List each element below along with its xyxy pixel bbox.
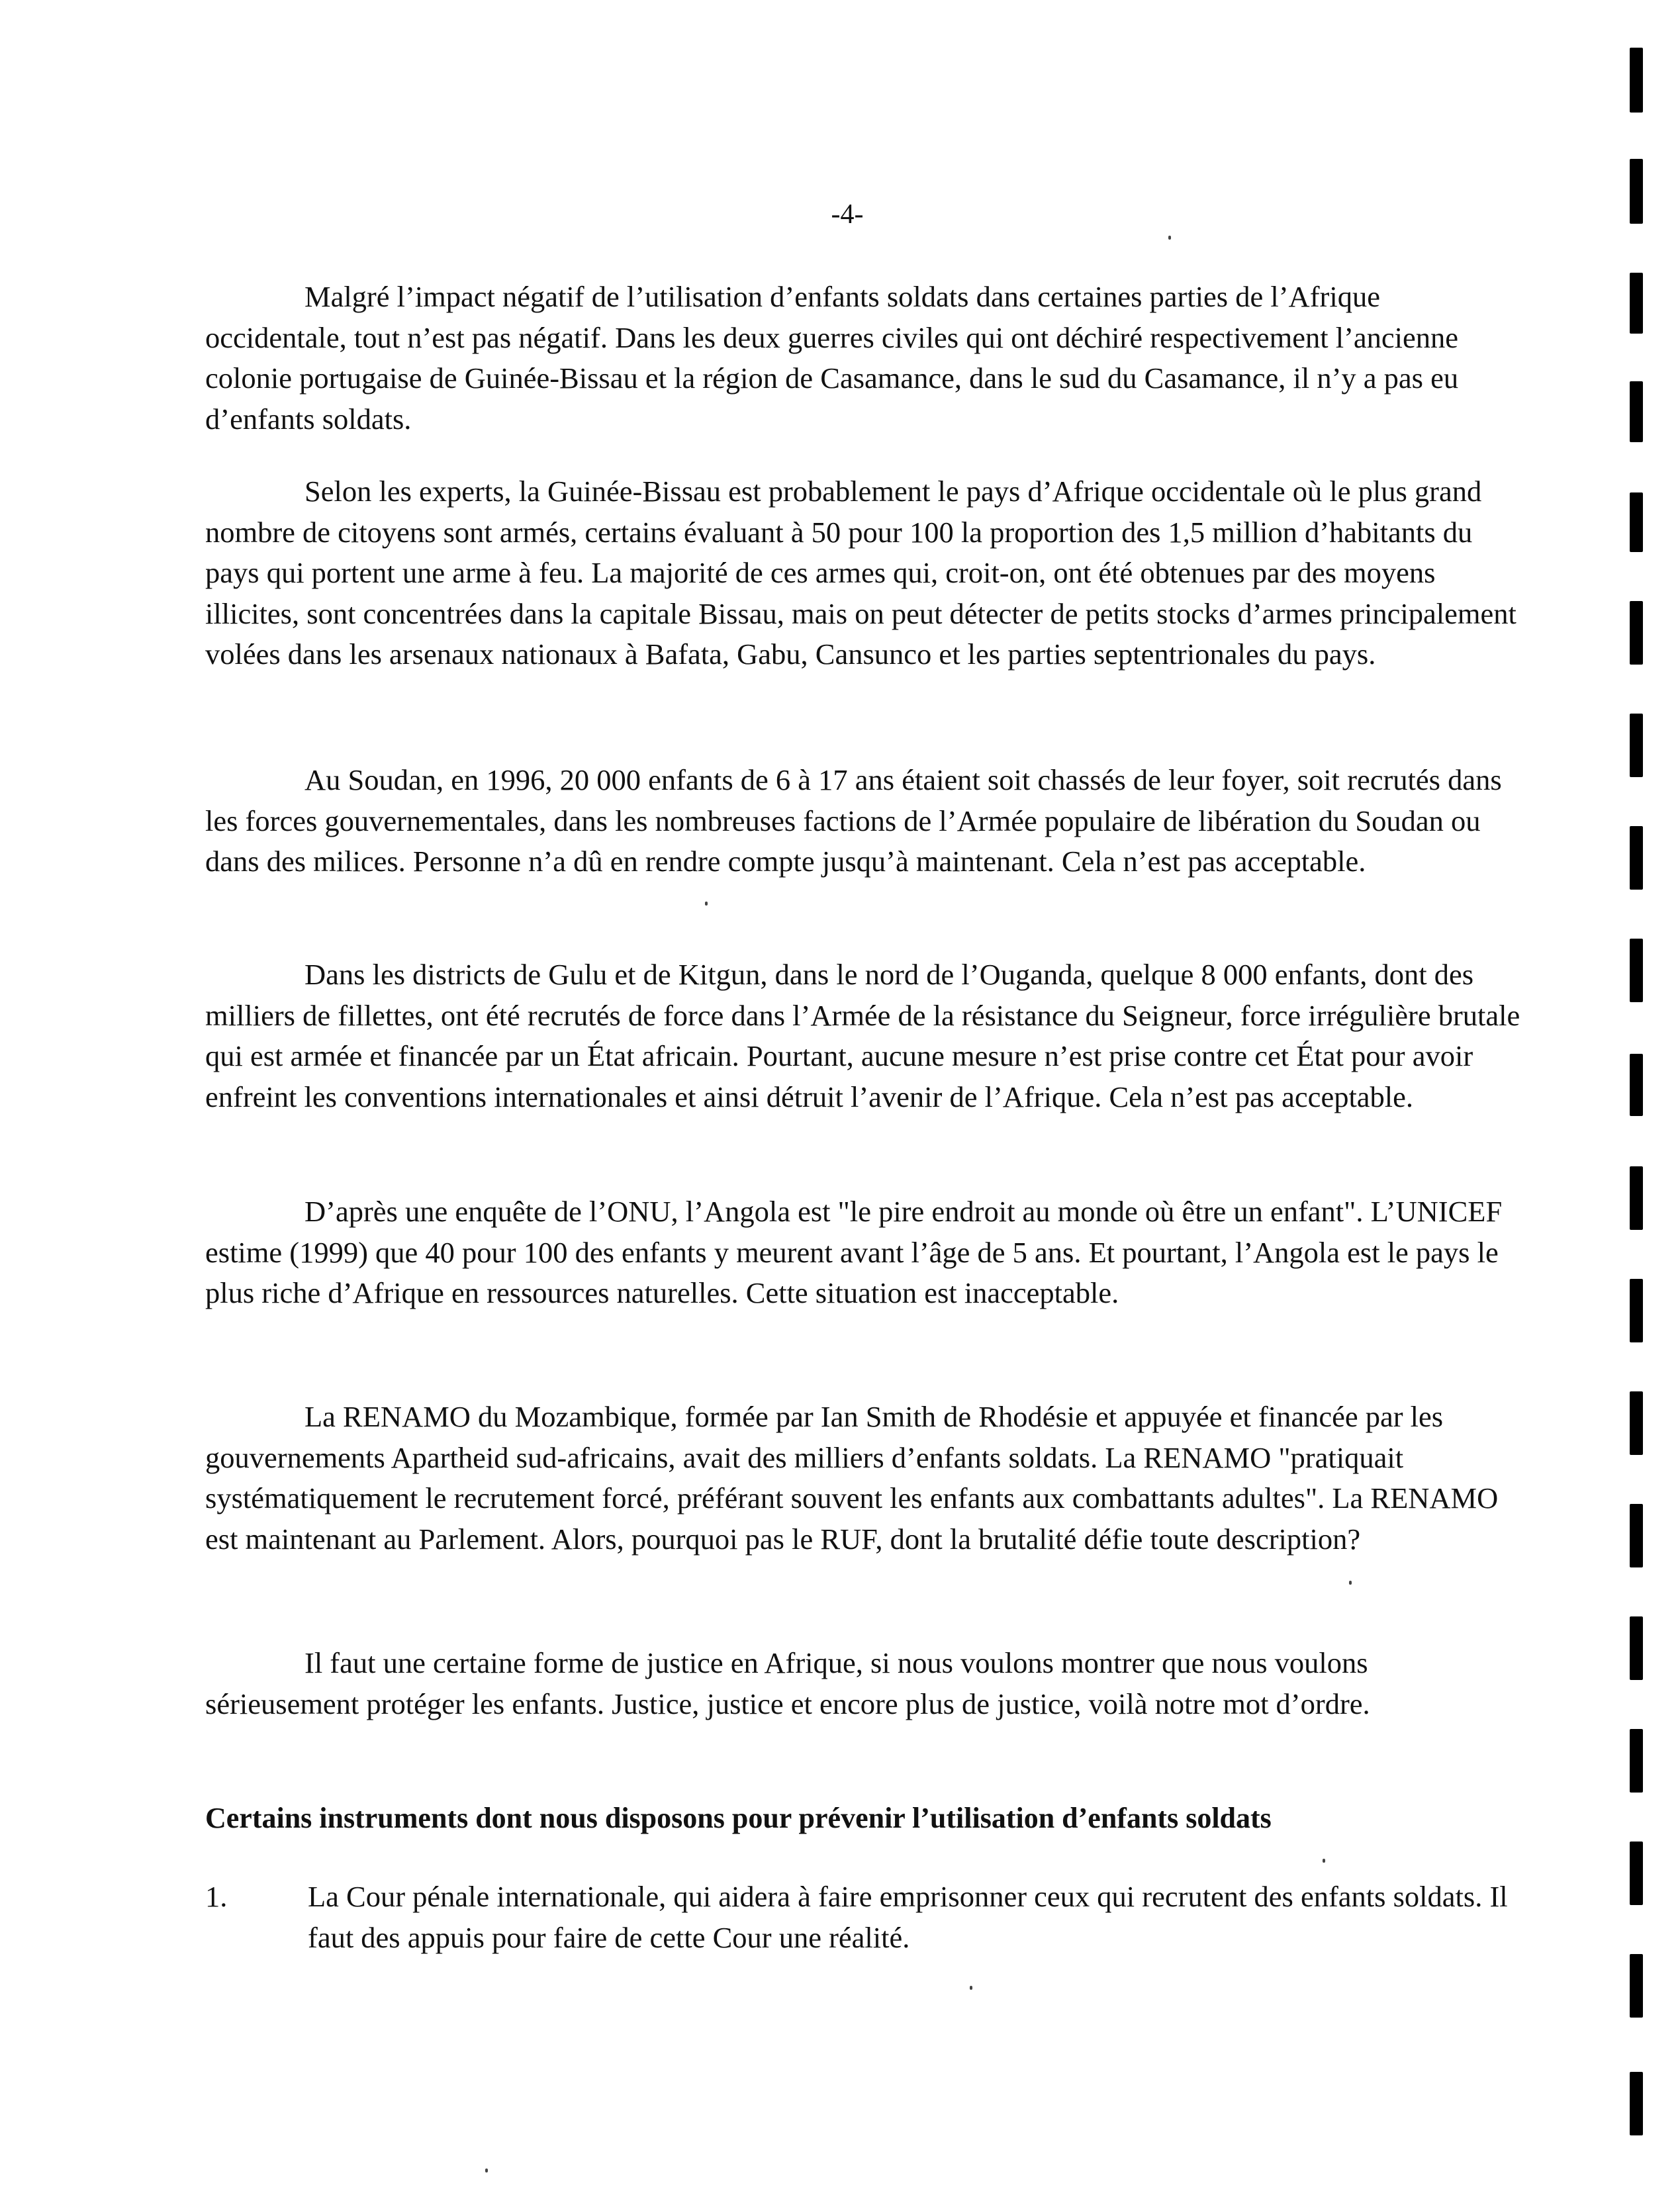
paragraph-2: Selon les experts, la Guinée-Bissau est probablement le pays d’Afrique occidentale où le plus grand nombre de citoyens sont armés, certains évaluant à 50 pour 100 la proportion des 1,5 million d’habitants du pays qui portent une arme à feu. La majorité de ces armes qui, croit-on, ont été obtenues par des moyens illicites, sont concentrées dans la capitale Bissau, mais on peut détecter de petits stocks d’armes principalement volées dans les arsenaux nationaux à Bafata, Gabu, Cansunco et les parties septentrionales du pays. <box>205 475 1517 671</box>
paragraph-5: D’après une enquête de l’ONU, l’Angola est "le pire endroit au monde où être un enfant". L’UNICEF estime (1999) que 40 pour 100 des enfants y meurent avant l’âge de 5 ans. Et pourtant, l’Angola est le pays le plus riche d’Afrique en ressources naturelles. Cette situation est inacceptable. <box>205 1195 1503 1309</box>
scan-mark <box>1630 1279 1643 1342</box>
scan-mark <box>1630 1842 1643 1905</box>
scan-mark <box>1630 1954 1643 2018</box>
paragraph-3: Au Soudan, en 1996, 20 000 enfants de 6 à 17 ans étaient soit chassés de leur foyer, soit recrutés dans les forces gouvernementales, dans les nombreuses factions de l’Armée populaire de libération du Soudan ou dans des milices. Personne n’a dû en rendre compte jusqu’à maintenant. Cela n’est pas acceptable. <box>205 763 1502 878</box>
paragraph-1: Malgré l’impact négatif de l’utilisation d’enfants soldats dans certaines parties de l’Afrique occidentale, tout n’est pas négatif. Dans les deux guerres civiles qui ont déchiré respectivement l’ancienne colonie portugaise de Guinée-Bissau et la région de Casamance, dans le sud du Casamance, il n’y a pas eu d’enfants soldats. <box>205 280 1459 436</box>
scan-mark <box>1630 1616 1643 1680</box>
section-heading: Certains instruments dont nous disposons pour prévenir l’utilisation d’enfants soldats <box>205 1802 1272 1834</box>
scan-mark <box>1630 159 1643 224</box>
page-number: -4- <box>831 199 864 230</box>
scan-speck <box>485 2169 488 2172</box>
scan-mark <box>1630 939 1643 1002</box>
scan-mark <box>1630 1166 1643 1230</box>
scan-speck <box>1349 1581 1352 1585</box>
scan-mark <box>1630 273 1643 334</box>
scan-speck <box>1323 1859 1325 1863</box>
paragraph-4: Dans les districts de Gulu et de Kitgun, dans le nord de l’Ouganda, quelque 8 000 enfants, dont des milliers de fillettes, ont été recrutés de force dans l’Armée de la résistance du Seigneur, force irrégulière brutale qui est armée et financée par un État africain. Pourtant, aucune mesure n’est prise contre cet État pour avoir enfreint les conventions internationales et ainsi détruit l’avenir de l’Afrique. Cela n’est pas acceptable. <box>205 958 1520 1113</box>
scan-mark <box>1630 601 1643 665</box>
scan-speck <box>705 902 708 906</box>
scan-mark <box>1630 826 1643 890</box>
paragraph-6: La RENAMO du Mozambique, formée par Ian Smith de Rhodésie et appuyée et financée par les gouvernements Apartheid sud-africains, avait des milliers d’enfants soldats. La RENAMO "pratiquait systématiquement le recrutement forcé, préférant souvent les enfants aux combattants adultes". La RENAMO est maintenant au Parlement. Alors, pourquoi pas le RUF, dont la brutalité défie toute description? <box>205 1400 1499 1556</box>
scan-mark <box>1630 1391 1643 1455</box>
scan-mark <box>1630 381 1643 442</box>
scan-mark <box>1630 492 1643 552</box>
scan-mark <box>1630 1729 1643 1793</box>
scan-speck <box>970 1986 972 1990</box>
list-item-number: 1. <box>205 1880 228 1913</box>
list-item-text: La Cour pénale internationale, qui aidera à faire emprisonner ceux qui recrutent des enfants soldats. Il faut des appuis pour faire de cette Cour une réalité. <box>308 1880 1508 1954</box>
scan-mark <box>1630 48 1643 113</box>
scan-mark <box>1630 1054 1643 1116</box>
scan-speck <box>1168 236 1171 240</box>
scan-mark <box>1630 714 1643 777</box>
scan-mark <box>1630 2072 1643 2135</box>
scan-mark <box>1630 1504 1643 1567</box>
paragraph-7: Il faut une certaine forme de justice en Afrique, si nous voulons montrer que nous voulons sérieusement protéger les enfants. Justice, justice et encore plus de justice, voilà notre mot d’ordre. <box>205 1646 1370 1720</box>
